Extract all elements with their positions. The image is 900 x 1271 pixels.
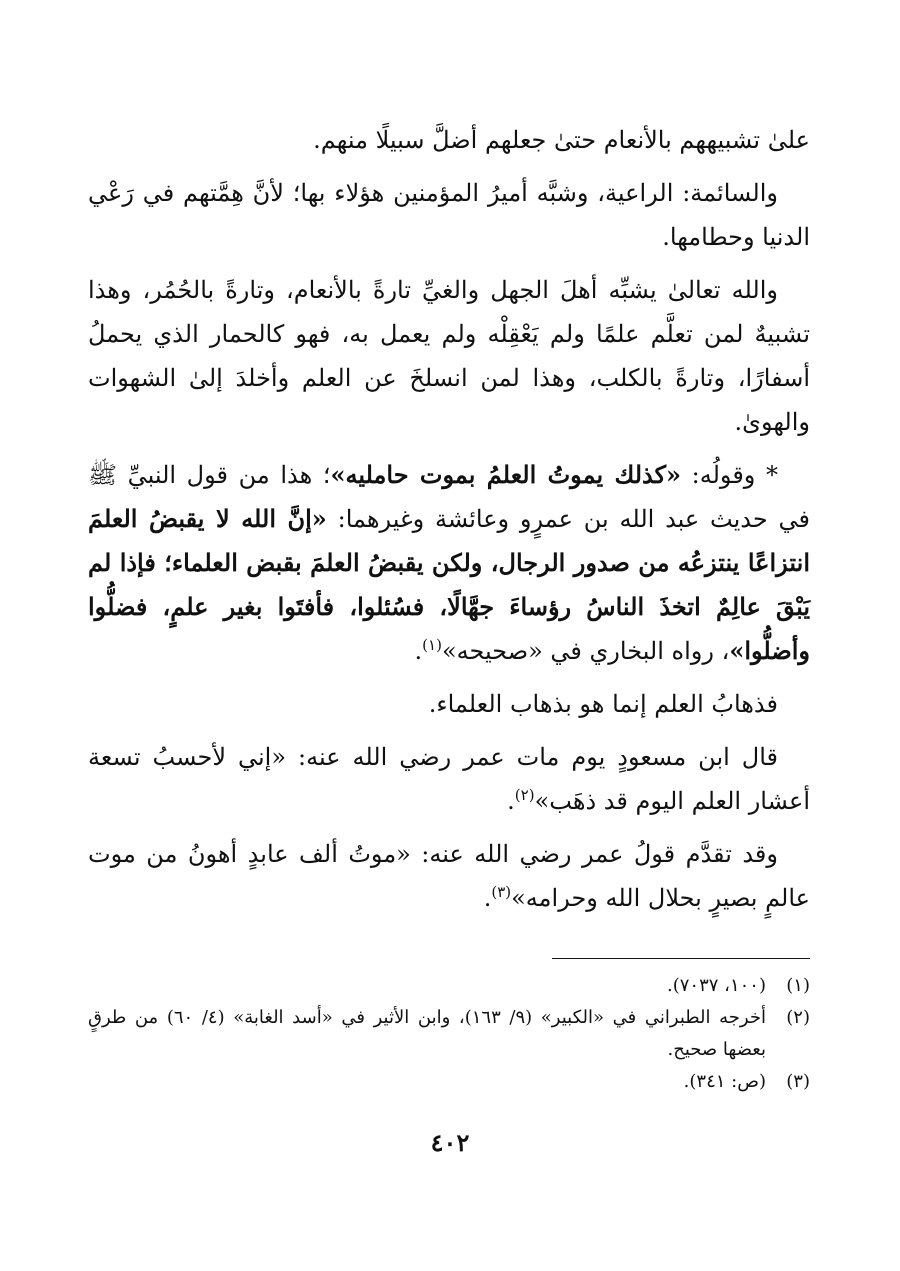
paragraph-6 — [88, 735, 810, 823]
paragraph-tail: . — [483, 884, 492, 912]
paragraph-1 — [88, 118, 810, 162]
paragraph-2 — [88, 171, 810, 259]
footnote-2 — [88, 1002, 810, 1066]
footnote-number: (١) — [786, 975, 810, 996]
paragraph-middle: ؛ هذا من قول النبيِّ ﷺ في حديث عبد الله بن عمرٍو وعائشة وغيرهما: — [88, 461, 810, 533]
paragraph-7 — [88, 832, 810, 920]
footnote-1 — [88, 970, 810, 1002]
footnote-ref-3[interactable]: (٣) — [491, 883, 512, 901]
page-number: ٤٠٢ — [430, 1128, 470, 1157]
footnote-text: (ص: ٣٤١). — [683, 1071, 766, 1092]
paragraph-4 — [88, 453, 810, 673]
paragraph-text: علىٰ تشبيههم بالأنعام حتىٰ جعلهم أضلَّ سبيلًا منهم. — [313, 126, 810, 154]
paragraph-text: فذهابُ العلم إنما هو بذهاب العلماء. — [428, 690, 778, 718]
paragraph-tail: . — [507, 787, 515, 815]
paragraph-end: ، رواه البخاري في «صحيحه» — [441, 637, 730, 665]
paragraph-3 — [88, 268, 810, 444]
paragraph-text: قال ابن مسعودٍ يوم مات عمر رضي الله عنه: «إني لأحسبُ تسعة أعشار العلم اليوم قد ذهَب» — [88, 743, 810, 815]
footnote-separator — [552, 958, 810, 959]
footnote-text: (١٠٠، ٧٠٣٧). — [667, 975, 766, 996]
footnote-3 — [88, 1066, 810, 1098]
paragraph-text: والسائمة: الراعية، وشبَّه أميرُ المؤمنين هؤلاء بها؛ لأنَّ هِمَّتهم في رَعْي الدنيا وحطامها. — [88, 179, 810, 251]
paragraph-5 — [88, 682, 810, 726]
paragraph-text: وقد تقدَّم قولُ عمر رضي الله عنه: «موتُ ألف عابدٍ أهونُ من موت عالمٍ بصيرٍ بحلال الله وحرامه» — [88, 840, 810, 912]
footnote-number: (٢) — [786, 1007, 810, 1028]
footnotes — [88, 970, 810, 1098]
hadith-text: «إنَّ الله لا يقبضُ العلمَ انتزاعًا ينتزعُه من صدور الرجال، ولكن يقبضُ العلمَ بقبض العلماء؛ فإذا لم يَبْقَ عالِمٌ اتخذَ الناسُ رؤساءَ جهَّالًا، فسُئلوا، فأفتَوا بغير علمٍ، فضلُّوا وأضلُّوا» — [88, 504, 810, 665]
paragraph-intro: * وقولُه: — [681, 461, 778, 489]
main-text — [88, 118, 810, 929]
footnote-text: أخرجه الطبراني في «الكبير» (٩/ ١٦٣)، وابن الأثير في «أسد الغابة» (٤/ ٦٠) من طرقٍ بعضها صحيح. — [88, 1007, 766, 1060]
paragraph-tail: . — [414, 637, 423, 665]
paragraph-text: والله تعالىٰ يشبِّه أهلَ الجهل والغيِّ تارةً بالأنعام، وتارةً بالحُمُر، وهذا تشبيهٌ لمن تعلَّم علمًا ولم يَعْقِلْه ولم يعمل به، فهو كالحمار الذي يحملُ أسفارًا، وتارةً بالكلب، وهذا لمن انسلخَ عن العلم وأخلدَ إلىٰ الشهوات والهوىٰ. — [88, 276, 810, 436]
footnote-ref-2[interactable]: (٢) — [514, 786, 535, 804]
footnote-ref-1[interactable]: (١) — [422, 636, 442, 654]
footnote-number: (٣) — [786, 1071, 810, 1092]
quoted-saying: «كذلك يموتُ العلمُ بموت حامليه» — [330, 460, 682, 489]
